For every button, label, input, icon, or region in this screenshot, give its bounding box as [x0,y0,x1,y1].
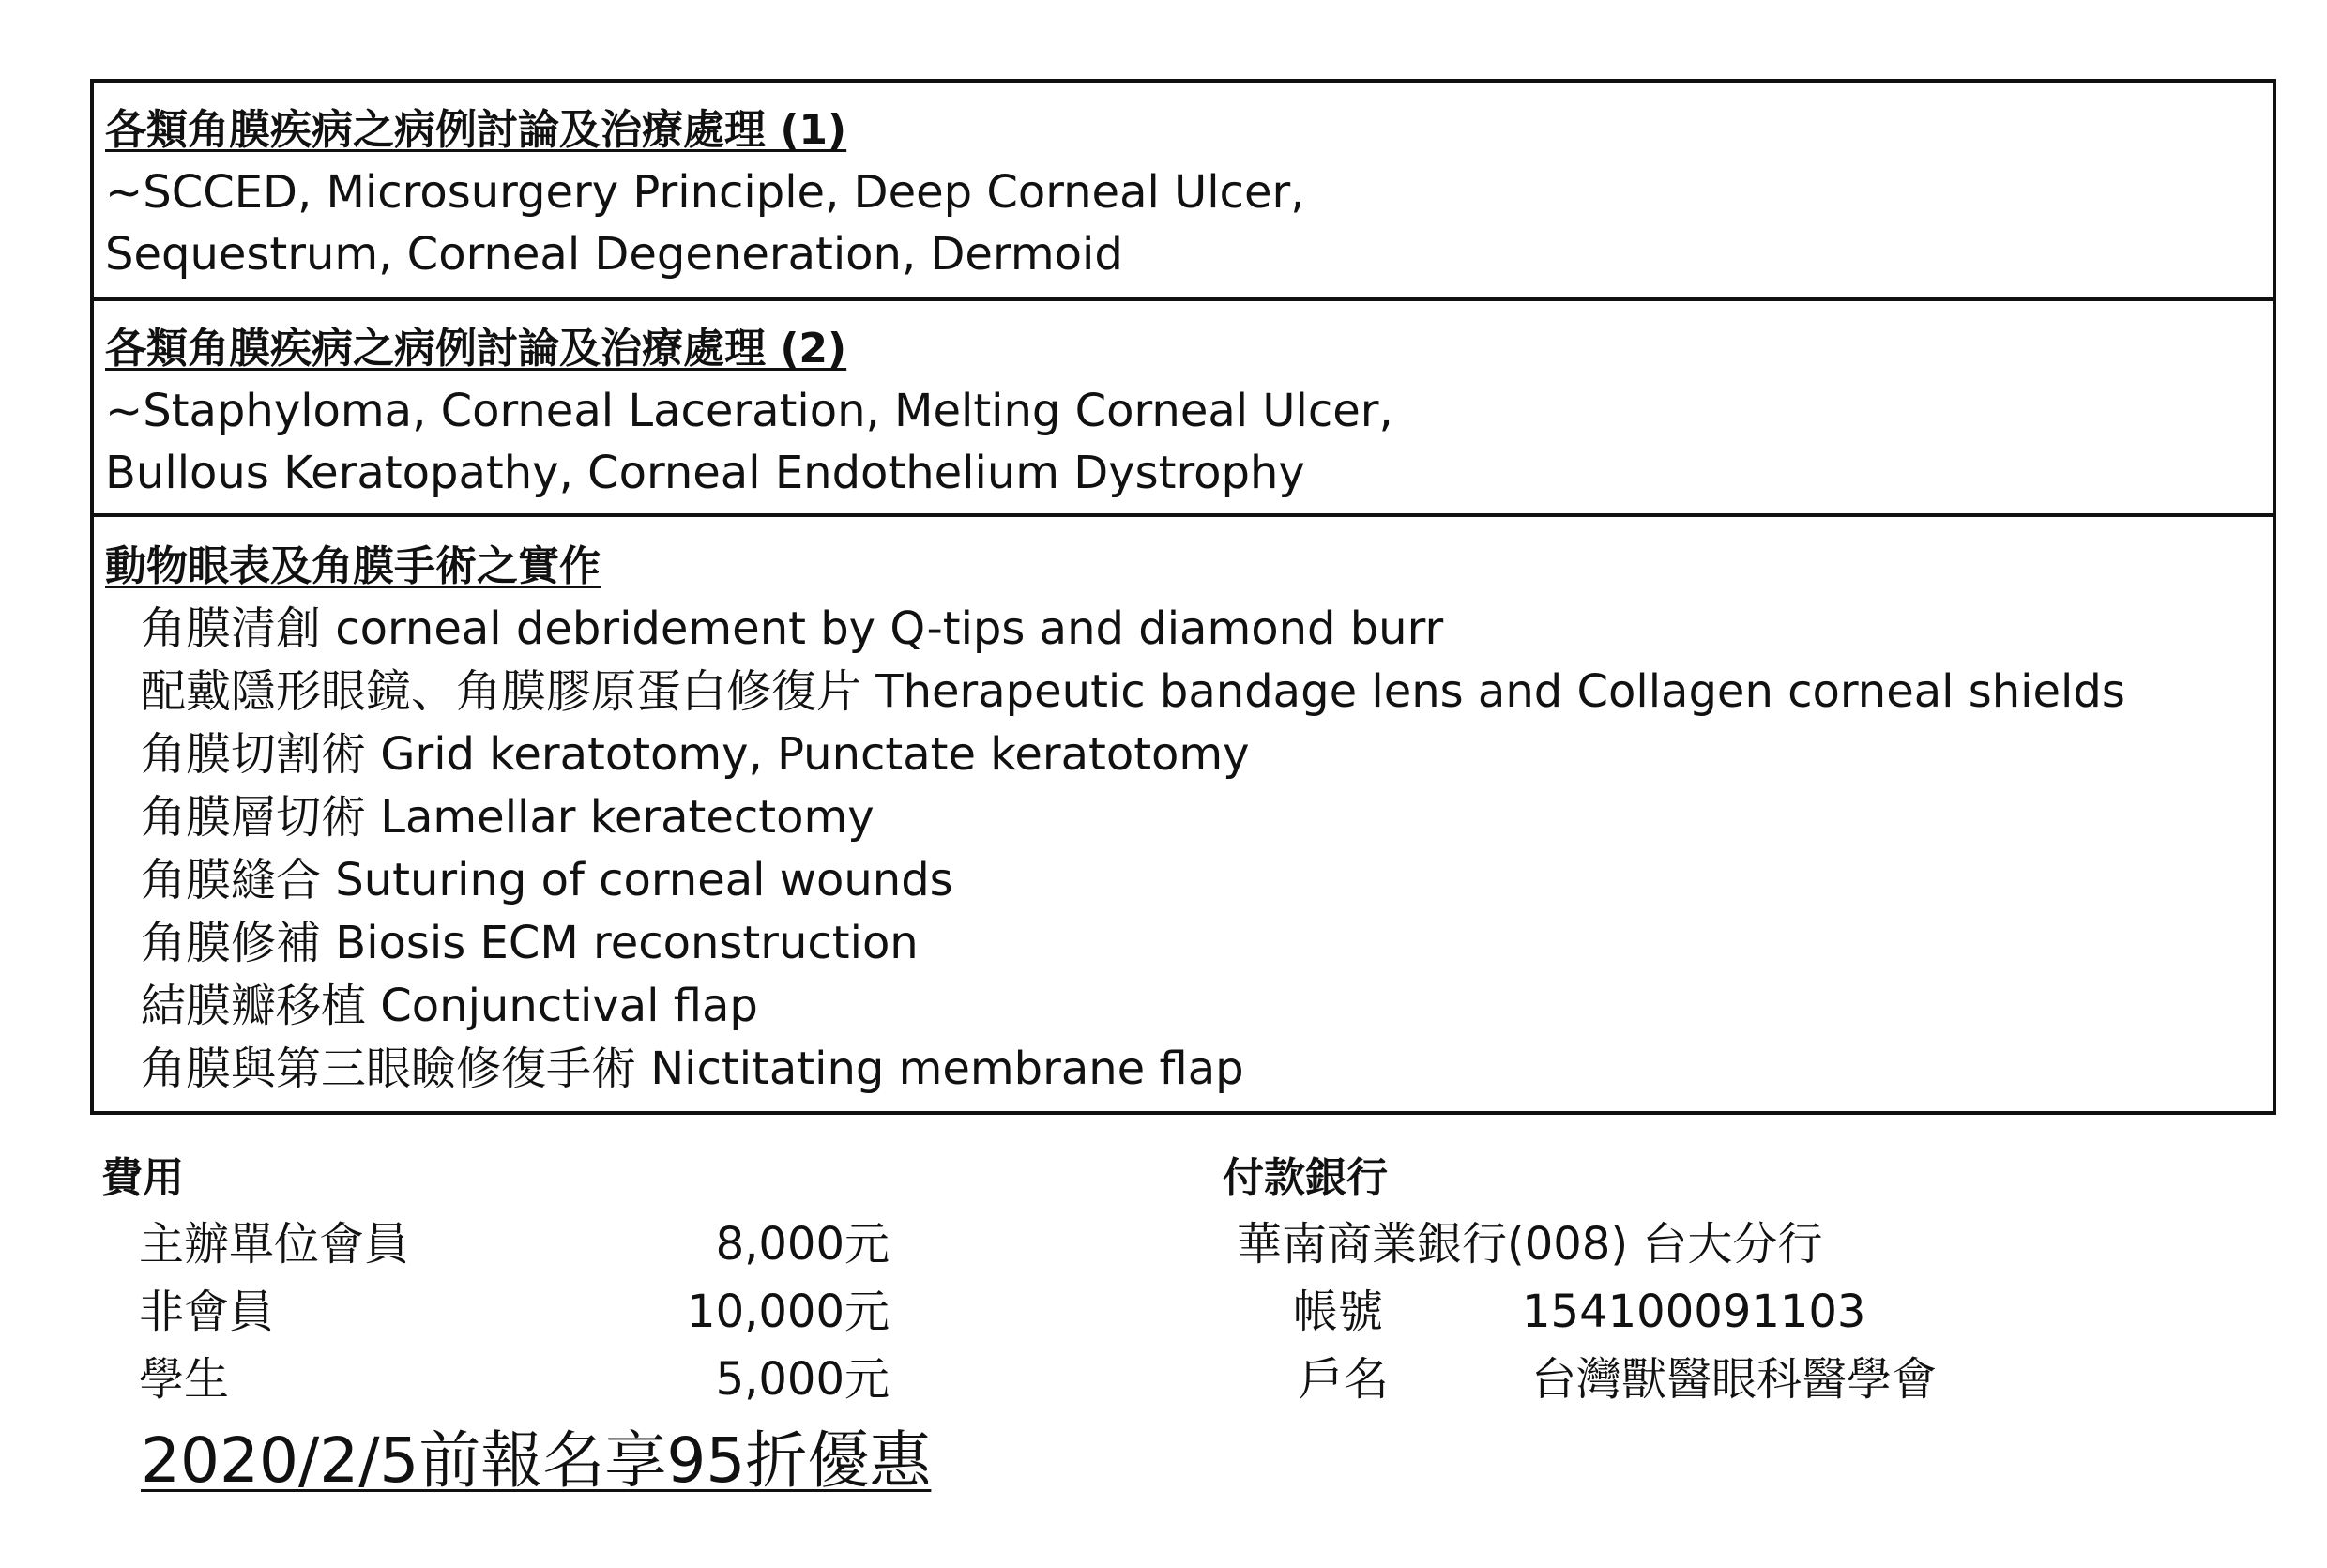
list-item: 配戴隱形眼鏡、角膜膠原蛋白修復片 Therapeutic bandage lens and Collagen corneal shields [141,665,2125,718]
holder-name: 台灣獸醫眼科醫學會 [1531,1353,1938,1406]
list-item: 角膜縫合 Suturing of corneal wounds [141,854,953,906]
section-title: 各類角膜疾病之病例討論及治療處理 (1) [105,106,847,154]
section-surgery-practice [94,517,2273,1111]
section-cornea-discussion-1 [94,83,2273,301]
fees-heading: 費用 [101,1154,184,1202]
section-line: ~SCCED, Microsurgery Principle, Deep Corneal Ulcer, [105,166,1305,219]
fee-row-member [139,1210,890,1278]
fee-price: 10,000元 [687,1286,890,1338]
account-label: 帳號 [1293,1286,1384,1338]
fee-row-non-member [139,1278,890,1346]
list-item: 角膜與第三眼瞼修復手術 Nictitating membrane flap [141,1043,1244,1095]
holder-label: 戶名 [1299,1353,1390,1406]
section-cornea-discussion-2 [94,301,2273,517]
list-item: 角膜清創 corneal debridement by Q-tips and diamond burr [141,602,1444,655]
list-item: 角膜切割術 Grid keratotomy, Punctate keratotomy [141,728,1250,781]
fee-label: 主辦單位會員 [139,1218,410,1271]
early-bird-discount: 2020/2/5前報名享95折優惠 [141,1424,932,1497]
fee-label: 學生 [139,1353,230,1406]
fee-label: 非會員 [139,1286,275,1338]
course-content-table [90,79,2276,1115]
section-line: Sequestrum, Corneal Degeneration, Dermoid [105,228,1123,281]
section-line: Bullous Keratopathy, Corneal Endothelium Dystrophy [105,447,1305,499]
list-item: 角膜層切術 Lamellar keratectomy [141,791,875,844]
fee-row-student [139,1346,890,1413]
bank-heading: 付款銀行 [1223,1154,1388,1202]
section-line: ~Staphyloma, Corneal Laceration, Melting Corneal Ulcer, [105,385,1393,437]
fee-price: 8,000元 [715,1218,890,1271]
fee-price: 5,000元 [715,1353,890,1406]
section-title: 動物眼表及角膜手術之實作 [105,542,601,590]
list-item: 角膜修補 Biosis ECM reconstruction [141,917,919,969]
section-title: 各類角膜疾病之病例討論及治療處理 (2) [105,325,847,373]
bank-name: 華南商業銀行(008) 台大分行 [1237,1218,1823,1271]
list-item: 結膜瓣移植 Conjunctival flap [141,980,758,1032]
account-number: 154100091103 [1522,1286,1866,1338]
